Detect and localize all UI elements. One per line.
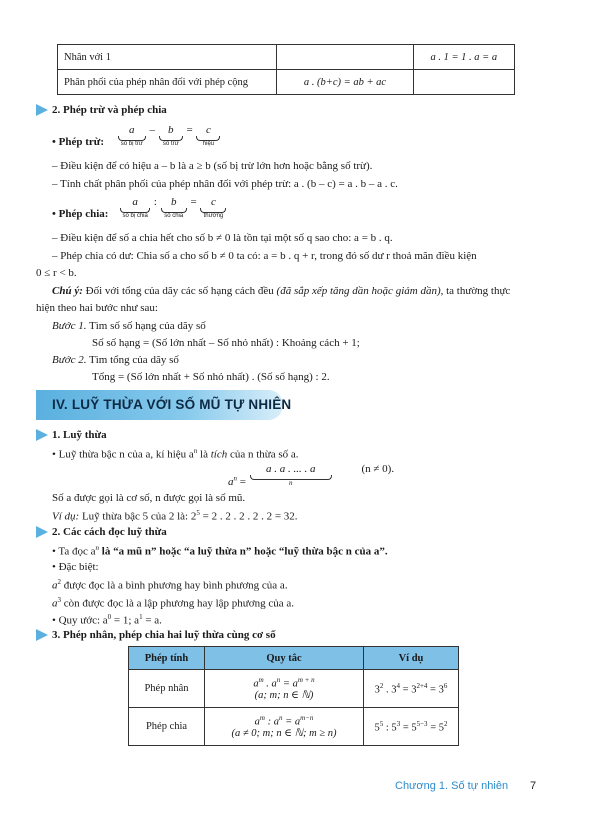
reading-text: • Ta đọc $a^n$ là “a mũ n” hoặc “a luỹ thừa n” hoặc “luỹ thừa bậc n của a”. bbox=[52, 544, 388, 558]
section-heading: 3. Phép nhân, phép chia hai luỹ thừa cùng cơ số bbox=[36, 629, 276, 641]
power-rules-table bbox=[128, 646, 459, 746]
table-cell: a . (b+c) = ab + ac bbox=[277, 70, 413, 95]
table-cell bbox=[413, 70, 514, 95]
definition-text: • Luỹ thừa bậc n của a, kí hiệu $a^n$ là tích của n thừa số a. bbox=[52, 447, 299, 461]
table-cell: Phép nhân bbox=[129, 670, 205, 708]
section-heading: 2. Phép trừ và phép chia bbox=[36, 104, 167, 116]
table-cell: Nhân với 1 bbox=[58, 45, 277, 70]
power-formula: $a^n$ = a . a . ... . a n (n ≠ 0). bbox=[228, 463, 395, 488]
subtraction-formula: • Phép trừ: a số bị trừ – b số trừ = c hiệu bbox=[52, 124, 221, 148]
table-cell: $3^2$ . $3^4 = 3^{2+4} = 3^6$ bbox=[364, 670, 459, 708]
section-heading: 1. Luỹ thừa bbox=[36, 429, 107, 441]
section-heading: 2. Các cách đọc luỹ thừa bbox=[36, 526, 167, 538]
table-row bbox=[58, 45, 515, 70]
note-text: hiện theo hai bước như sau: bbox=[36, 302, 158, 314]
table-header: Ví dụ bbox=[364, 647, 459, 670]
table-cell: Phép chia bbox=[129, 708, 205, 746]
step-text: Bước 1. Tìm số số hạng của dãy số bbox=[52, 320, 206, 332]
table-cell: Phân phối của phép nhân đối với phép cộng bbox=[58, 70, 277, 95]
cube-text: $a^3$ còn được đọc là a lập phương hay lập phương của a. bbox=[52, 596, 294, 610]
table-cell bbox=[277, 45, 413, 70]
condition-text: – Điều kiện để có hiệu a – b là a ≥ b (số bị trừ lớn hơn hoặc bằng số trừ). bbox=[52, 160, 373, 172]
condition-text: – Điều kiện để số a chia hết cho số b ≠ 0 là tồn tại một số q sao cho: a = b . q. bbox=[52, 232, 393, 244]
chapter-footer: Chương 1. Số tự nhiên bbox=[395, 780, 509, 792]
table-cell: $a^m$ . $a^n = a^{m + n}$ (a; m; n ∈ ℕ) bbox=[205, 670, 364, 708]
note-text: Chú ý: Đối với tổng của dãy các số hạng cách đều (đã sắp xếp tăng dần hoặc giảm dần), ta thường thực bbox=[52, 285, 511, 297]
special-text: • Đặc biệt: bbox=[52, 561, 99, 573]
triangle-marker-icon bbox=[36, 104, 48, 116]
table-header: Quy tắc bbox=[205, 647, 364, 670]
remainder-text: 0 ≤ r < b. bbox=[36, 267, 77, 279]
division-formula: • Phép chia: a số bị chia : b số chia = c thương bbox=[52, 196, 227, 220]
page-number: 7 bbox=[530, 780, 537, 792]
table-header: Phép tính bbox=[129, 647, 205, 670]
step-text: Bước 2. Tìm tổng của dãy số bbox=[52, 354, 179, 366]
table-row bbox=[129, 708, 459, 746]
table-cell: a . 1 = 1 . a = a bbox=[413, 45, 514, 70]
property-text: – Tính chất phân phối của phép nhân đối với phép trừ: a . (b – c) = a . b – a . c. bbox=[52, 178, 398, 190]
triangle-marker-icon bbox=[36, 629, 48, 641]
remainder-text: – Phép chia có dư: Chia số a cho số b ≠ 0 ta có: a = b . q + r, trong đó số dư r thoả mãn điều kiện bbox=[52, 250, 477, 262]
base-text: Số a được gọi là cơ số, n được gọi là số mũ. bbox=[52, 492, 246, 504]
step-formula: Số số hạng = (Số lớn nhất – Số nhỏ nhất) : Khoảng cách + 1; bbox=[92, 337, 360, 349]
table-row bbox=[58, 70, 515, 95]
example-text: Ví dụ: Luỹ thừa bậc 5 của 2 là: $2^5 = 2$ . 2 . 2 . 2 . 2 = 32. bbox=[52, 509, 298, 523]
table-cell: $5^5$ : $5^3 = 5^{5-3} = 5^2$ bbox=[364, 708, 459, 746]
step-formula: Tổng = (Số lớn nhất + Số nhỏ nhất) . (Số số hạng) : 2. bbox=[92, 371, 330, 383]
table-cell: $a^m$ : $a^n = a^{m-n}$ (a ≠ 0; m; n ∈ ℕ; m ≥ n) bbox=[205, 708, 364, 746]
square-text: $a^2$ được đọc là a bình phương hay bình phương của a. bbox=[52, 578, 288, 592]
table-header-row bbox=[129, 647, 459, 670]
properties-table bbox=[57, 44, 515, 95]
banner-title: IV. LUỸ THỪA VỚI SỐ MŨ TỰ NHIÊN bbox=[52, 397, 292, 412]
triangle-marker-icon bbox=[36, 429, 48, 441]
table-row bbox=[129, 670, 459, 708]
convention-text: • Quy ước: $a^0 = 1$; $a^1 = a$. bbox=[52, 613, 162, 627]
triangle-marker-icon bbox=[36, 526, 48, 538]
